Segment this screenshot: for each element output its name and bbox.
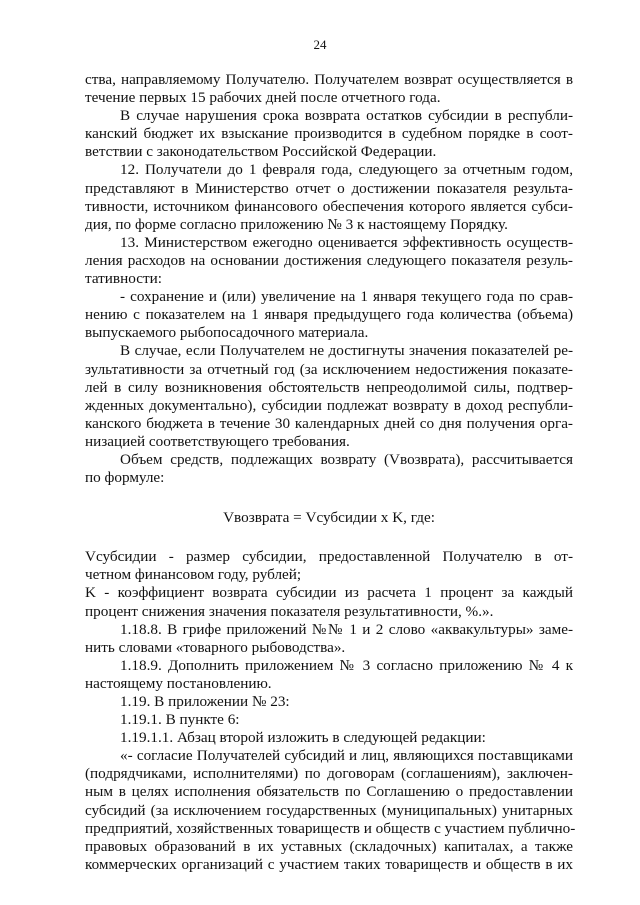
text-line: лей в силу возникновения обстоятельств непреодолимой силы, подтвер- [85,378,573,396]
paragraphs-before-formula [85,71,573,487]
text-line: «- согласие Получателей субсидий и лиц, являющихся поставщиками [120,747,573,765]
text-line: процент снижения значения показателя результативности, %.». [85,602,494,620]
text-line: 1.19.1.1. Абзац второй изложить в следующей редакции: [120,729,486,747]
paragraph [85,71,573,107]
text-line: 1.18.9. Дополнить приложением № 3 согласно приложению № 4 к [120,656,573,674]
paragraph [85,621,573,657]
text-line: ления расходов на основании достижения следующего показателя резуль- [85,251,573,269]
page-number: 24 [313,37,327,52]
text-line: выпускаемого рыбопосадочного материала. [85,324,369,342]
text-line: (подрядчиками, исполнителями) по договорам (соглашениям), заключен- [85,765,573,783]
paragraph [85,161,573,233]
text-line: 12. Получатели до 1 февраля года, следующего за отчетным годом, [120,161,573,179]
formula: Vвозврата = Vсубсидии x K, где: [223,509,435,527]
paragraph [85,711,573,729]
text-line: тивности, источником финансового обеспечения которого является субси- [85,197,573,215]
text-line: - сохранение и (или) увеличение на 1 января текущего года по срав- [120,288,573,306]
text-line: нить словами «товарного рыбоводства». [85,638,346,656]
text-line: В случае нарушения срока возврата остатков субсидии в республи- [120,107,573,125]
text-line: зультативности за отчетный год (за исключением недостижения показате- [85,360,573,378]
text-line: 1.18.8. В грифе приложений №№ 1 и 2 слово «аквакультуры» заме- [120,620,573,638]
paragraph [85,451,573,487]
text-line: коммерческих организаций с участием таких товариществ и обществ в их [85,855,573,873]
text-line: субсидий (за исключением государственных (муниципальных) унитарных [85,801,573,819]
paragraph [85,729,573,747]
text-line: настоящему постановлению. [85,674,272,692]
paragraph [85,548,573,584]
text-line: ства, направляемому Получателю. Получателем возврат осуществляется в [85,71,573,88]
text-line: представляют в Министерство отчет о достижении показателя результа- [85,179,573,197]
text-line: 1.19.1. В пункте 6: [120,711,240,729]
paragraph [85,584,573,620]
text-line: правовых образований в их уставных (складочных) капиталах, а также [85,837,573,855]
text-line: четном финансовом году, рублей; [85,566,302,584]
text-line: течение первых 15 рабочих дней после отчетного года. [85,89,441,107]
text-line: ным в целях исполнения обязательств по Соглашению о предоставлении [85,783,573,801]
text-line: 1.19. В приложении № 23: [120,693,290,710]
text-line: Объем средств, подлежащих возврату (Vвозврата), рассчитывается [120,450,573,468]
paragraph [85,747,576,874]
text-line: Vсубсидии - размер субсидии, предоставленной Получателю в от- [85,548,573,566]
text-line: по формуле: [85,469,165,487]
text-line: жденных документально), субсидии подлежат возврату в доход республи- [85,396,573,414]
paragraph [85,693,573,711]
text-line: ветствии с законодательством Российской Федерации. [85,143,437,161]
paragraph [85,342,573,451]
paragraph [85,234,573,288]
text-line: нению с показателем на 1 января предыдущего года количества (объема) [85,306,573,324]
text-line: предприятий, хозяйственных товариществ и обществ с участием публично- [85,819,576,837]
text-line: В случае, если Получателем не достигнуты значения показателей ре- [120,342,573,360]
text-line: канского бюджета в течение 30 календарных дней со дня получения орга- [85,414,573,432]
text-line: канский бюджет их взыскание производится в судебном порядке в соот- [85,125,573,143]
text-line: 13. Министерством ежегодно оценивается эффективность осуществ- [120,233,573,251]
document-body [85,71,576,874]
text-line: тативности: [85,270,162,288]
text-line: K - коэффициент возврата субсидии из расчета 1 процент за каждый [85,584,573,602]
text-line: низацией соответствующего требования. [85,432,350,450]
paragraphs-after-formula [85,548,576,874]
paragraph [85,288,573,342]
text-line: дия, по форме согласно приложению № 3 к настоящему Порядку. [85,215,508,233]
paragraph [85,107,573,161]
paragraph [85,657,573,693]
